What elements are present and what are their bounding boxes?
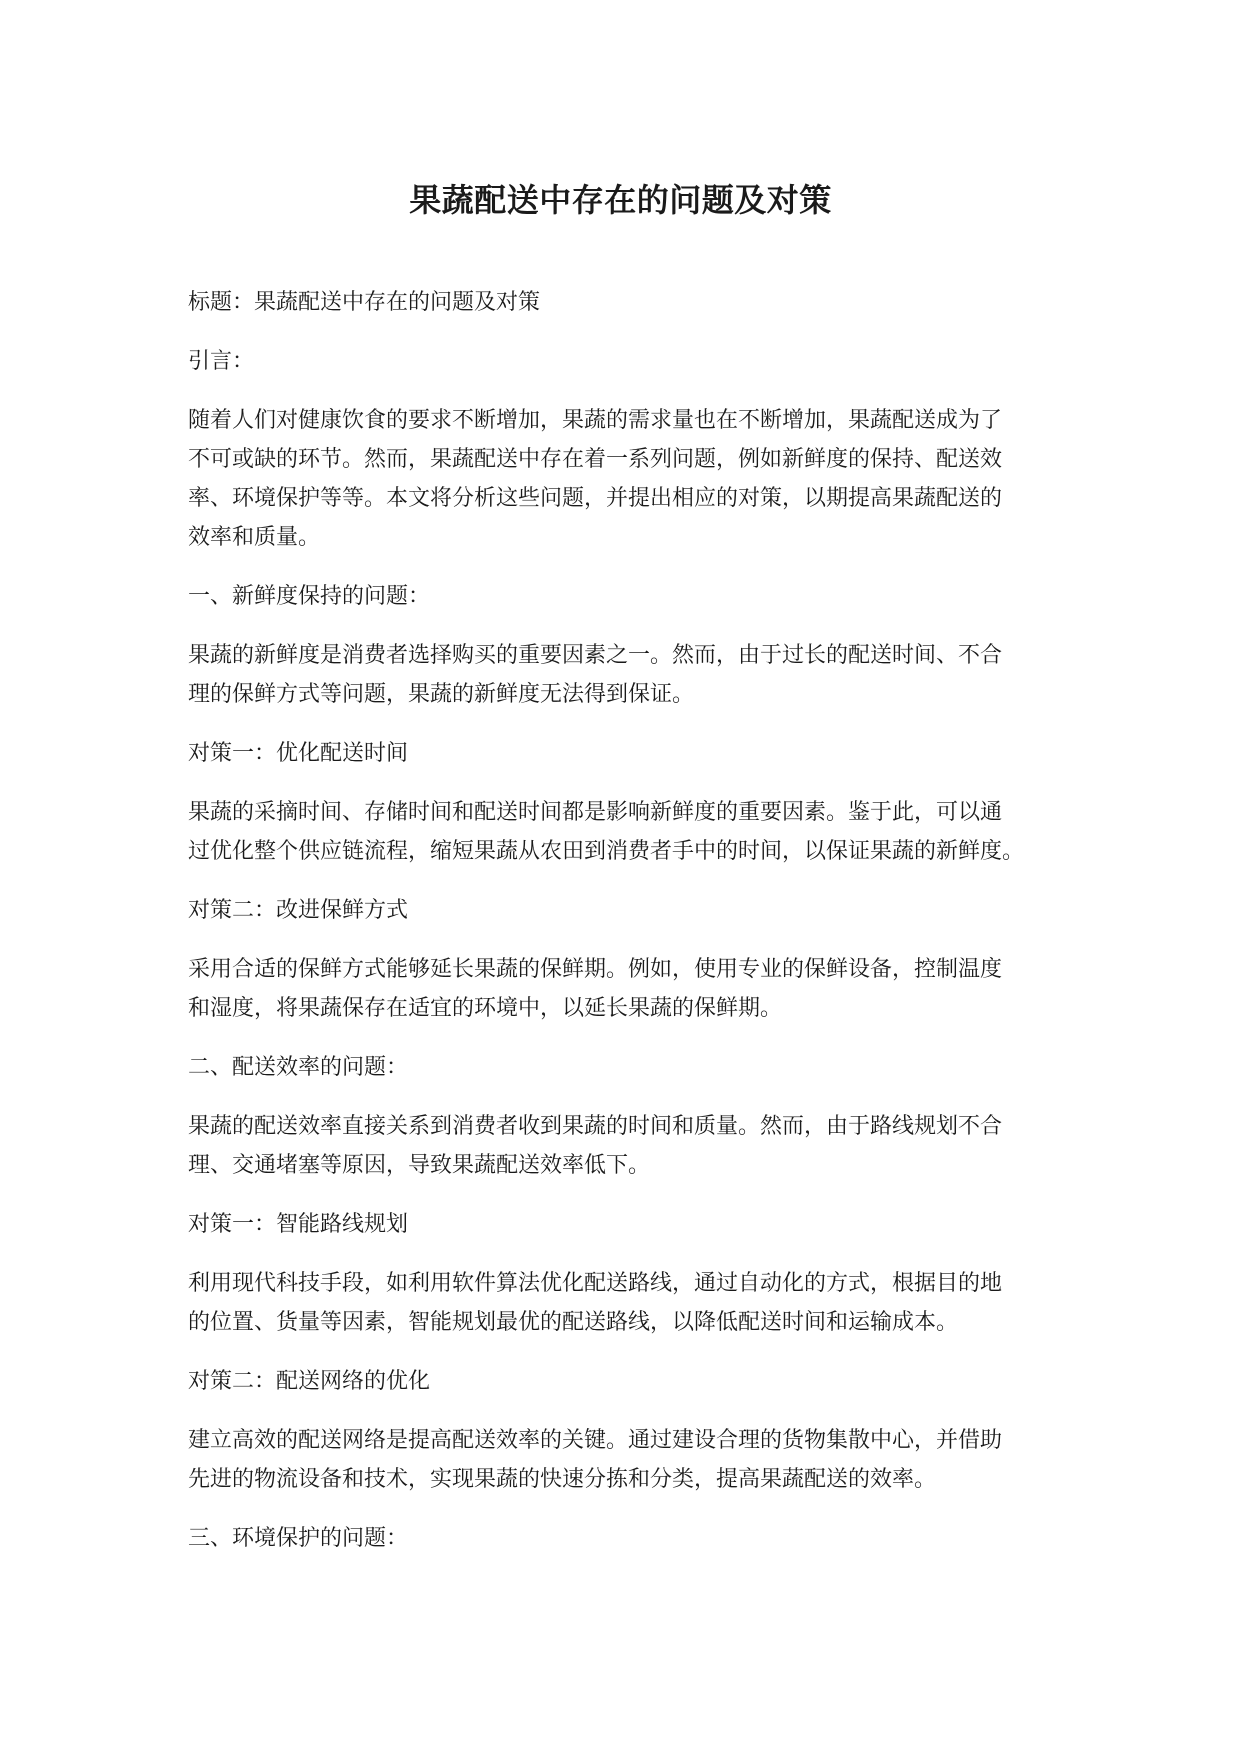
text-line: 过优化整个供应链流程，缩短果蔬从农田到消费者手中的时间，以保证果蔬的新鲜度。 bbox=[188, 839, 1025, 864]
strategy-heading bbox=[188, 891, 1068, 930]
text-line: 对策一：智能路线规划 bbox=[188, 1212, 409, 1237]
text-line: 果蔬的新鲜度是消费者选择购买的重要因素之一。然而，由于过长的配送时间、不合 bbox=[188, 643, 1003, 668]
text-line: 利用现代科技手段，如利用软件算法优化配送路线，通过自动化的方式，根据目的地 bbox=[188, 1271, 1003, 1296]
text-line: 对策一：优化配送时间 bbox=[188, 741, 409, 766]
section-heading bbox=[188, 1048, 1068, 1087]
paragraph bbox=[188, 950, 1068, 1028]
text-line: 率、环境保护等等。本文将分析这些问题，并提出相应的对策，以期提高果蔬配送的 bbox=[188, 486, 1003, 511]
text-line: 的位置、货量等因素，智能规划最优的配送路线，以降低配送时间和运输成本。 bbox=[188, 1310, 959, 1335]
text-line: 不可或缺的环节。然而，果蔬配送中存在着一系列问题，例如新鲜度的保持、配送效 bbox=[188, 447, 1003, 472]
text-line: 一、新鲜度保持的问题： bbox=[188, 584, 431, 609]
text-line: 建立高效的配送网络是提高配送效率的关键。通过建设合理的货物集散中心，并借助 bbox=[188, 1428, 1003, 1453]
document-body bbox=[188, 283, 1068, 1578]
paragraph bbox=[188, 1264, 1068, 1342]
text-line: 先进的物流设备和技术，实现果蔬的快速分拣和分类，提高果蔬配送的效率。 bbox=[188, 1467, 937, 1492]
text-line: 引言： bbox=[188, 349, 255, 374]
text-line: 和湿度，将果蔬保存在适宜的环境中，以延长果蔬的保鲜期。 bbox=[188, 996, 783, 1021]
text-line: 对策二：改进保鲜方式 bbox=[188, 898, 409, 923]
text-line: 二、配送效率的问题： bbox=[188, 1055, 409, 1080]
text-line: 对策二：配送网络的优化 bbox=[188, 1369, 431, 1394]
text-line: 果蔬的采摘时间、存储时间和配送时间都是影响新鲜度的重要因素。鉴于此，可以通 bbox=[188, 800, 1003, 825]
paragraph bbox=[188, 636, 1068, 714]
strategy-heading bbox=[188, 1205, 1068, 1244]
document-title: 果蔬配送中存在的问题及对策 bbox=[409, 181, 832, 219]
paragraph bbox=[188, 1107, 1068, 1185]
text-line: 果蔬的配送效率直接关系到消费者收到果蔬的时间和质量。然而，由于路线规划不合 bbox=[188, 1114, 1003, 1139]
paragraph bbox=[188, 283, 1068, 322]
section-heading bbox=[188, 1519, 1068, 1558]
text-line: 三、环境保护的问题： bbox=[188, 1526, 409, 1551]
text-line: 随着人们对健康饮食的要求不断增加，果蔬的需求量也在不断增加，果蔬配送成为了 bbox=[188, 408, 1003, 433]
section-heading bbox=[188, 577, 1068, 616]
text-line: 采用合适的保鲜方式能够延长果蔬的保鲜期。例如，使用专业的保鲜设备，控制温度 bbox=[188, 957, 1003, 982]
paragraph bbox=[188, 793, 1068, 871]
strategy-heading bbox=[188, 1362, 1068, 1401]
text-line: 效率和质量。 bbox=[188, 525, 321, 550]
text-line: 标题：果蔬配送中存在的问题及对策 bbox=[188, 290, 541, 315]
text-line: 理、交通堵塞等原因，导致果蔬配送效率低下。 bbox=[188, 1153, 651, 1178]
strategy-heading bbox=[188, 734, 1068, 773]
text-line: 理的保鲜方式等问题，果蔬的新鲜度无法得到保证。 bbox=[188, 682, 695, 707]
paragraph bbox=[188, 401, 1068, 557]
paragraph bbox=[188, 342, 1068, 381]
paragraph bbox=[188, 1421, 1068, 1499]
